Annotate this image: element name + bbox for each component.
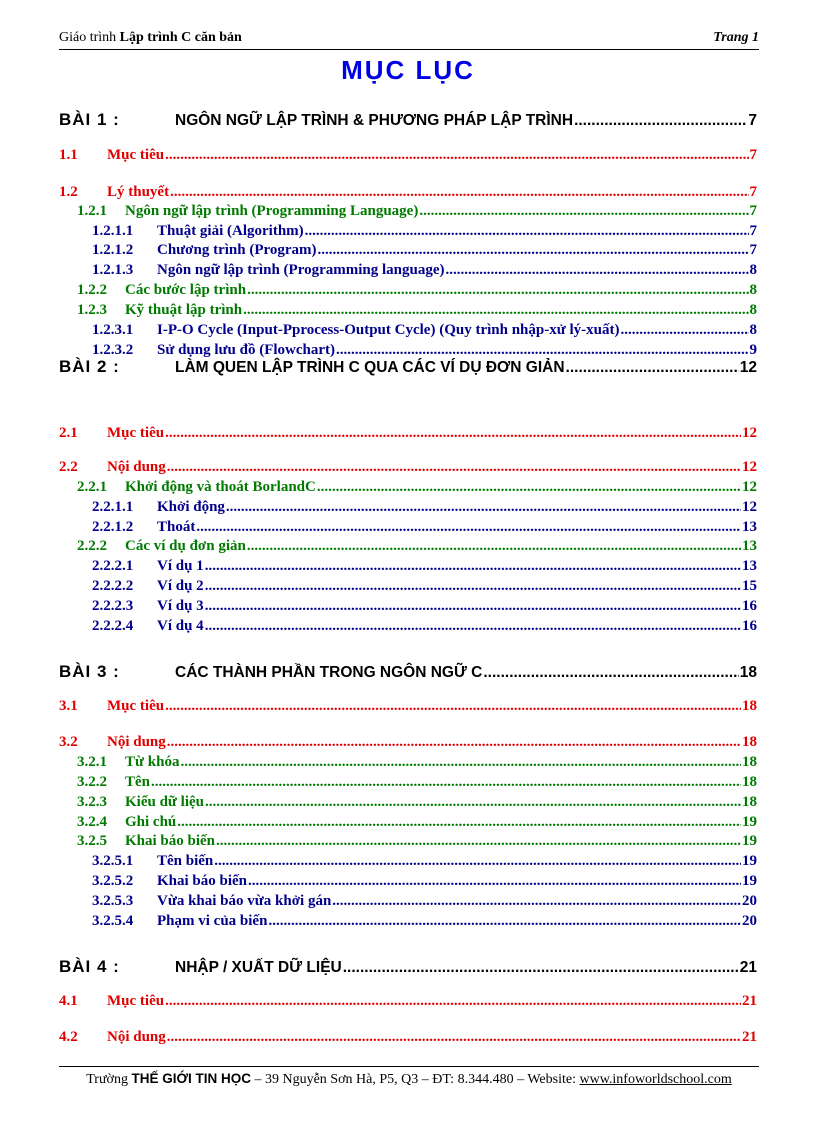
toc-leader-dots bbox=[243, 302, 748, 319]
footer-website-link[interactable]: www.infoworldschool.com bbox=[579, 1072, 732, 1087]
toc-leader-dots bbox=[167, 734, 741, 751]
toc-entry-chapter[interactable] bbox=[59, 957, 757, 977]
toc-text: Các ví dụ đơn giản bbox=[125, 538, 246, 554]
toc-text: Thuật giải (Algorithm) bbox=[157, 223, 304, 239]
toc-page: 18 bbox=[742, 698, 757, 714]
toc-number: 3.2.5.4 bbox=[92, 913, 134, 929]
toc-entry-subsubsection[interactable] bbox=[92, 322, 757, 339]
toc-page: 16 bbox=[742, 618, 757, 634]
toc-leader-dots bbox=[419, 203, 748, 220]
toc-page: 12 bbox=[742, 459, 757, 475]
toc-leader-dots bbox=[318, 242, 749, 259]
toc-number: 2.2.2.1 bbox=[92, 558, 134, 574]
toc-entry-subsubsection[interactable] bbox=[92, 618, 757, 635]
toc-page: 18 bbox=[739, 664, 757, 681]
toc-text: Kiểu dữ liệu bbox=[125, 794, 205, 810]
toc-entry-subsection[interactable] bbox=[77, 794, 757, 811]
toc-number: 3.2.3 bbox=[77, 794, 107, 810]
toc-page: 21 bbox=[742, 993, 757, 1009]
toc-text: Khởi động và thoát BorlandC bbox=[125, 479, 316, 495]
toc-leader-dots bbox=[205, 618, 741, 635]
toc-entry-subsubsection[interactable] bbox=[92, 242, 757, 259]
toc-text: Nội dung bbox=[107, 459, 166, 475]
toc-text: Mục tiêu bbox=[107, 698, 165, 714]
toc-page: 19 bbox=[742, 814, 757, 830]
header-page-label: Trang 1 bbox=[713, 30, 759, 45]
toc-number: 3.2.1 bbox=[77, 754, 107, 770]
toc-leader-dots bbox=[317, 479, 741, 496]
toc-number: 3.2.5.1 bbox=[92, 853, 134, 869]
toc-number: 2.2.2.3 bbox=[92, 598, 134, 614]
toc-text: Khai báo biến bbox=[125, 833, 216, 849]
toc-text: Mục tiêu bbox=[107, 147, 165, 163]
toc-entry-chapter[interactable] bbox=[59, 662, 757, 682]
header-prefix: Giáo trình bbox=[59, 30, 117, 45]
toc-number: BÀI 3 : bbox=[59, 662, 120, 681]
toc-text: Sử dụng lưu đồ (Flowchart) bbox=[157, 342, 336, 358]
toc-number: BÀI 2 : bbox=[59, 357, 120, 376]
toc-entry-subsection[interactable] bbox=[77, 479, 757, 496]
toc-entry-section[interactable] bbox=[59, 425, 757, 442]
toc-number: 1.2.2 bbox=[77, 282, 107, 298]
toc-text: Ghi chú bbox=[125, 814, 177, 830]
toc-number: 3.2.5.2 bbox=[92, 873, 134, 889]
toc-page: 20 bbox=[742, 893, 757, 909]
toc-number: 1.2 bbox=[59, 184, 78, 200]
toc-number: 1.2.1.2 bbox=[92, 242, 134, 258]
toc-leader-dots bbox=[205, 578, 741, 595]
header-course-title: Lập trình C căn bản bbox=[119, 30, 242, 45]
toc-leader-dots bbox=[180, 754, 741, 771]
toc-leader-dots bbox=[446, 262, 749, 279]
toc-text: LÀM QUEN LẬP TRÌNH C QUA CÁC VÍ DỤ ĐƠN GIẢN bbox=[175, 359, 565, 376]
toc-leader-dots bbox=[305, 223, 749, 240]
toc-text: Các bước lập trình bbox=[125, 282, 247, 298]
toc-leader-dots bbox=[165, 993, 741, 1010]
toc-leader-dots bbox=[332, 893, 741, 910]
toc-text: Ngôn ngữ lập trình (Programming Language) bbox=[125, 203, 419, 219]
toc-text: Lý thuyết bbox=[107, 184, 170, 200]
toc-leader-dots bbox=[165, 147, 748, 164]
toc-leader-dots bbox=[216, 833, 741, 850]
toc-leader-dots bbox=[177, 814, 741, 831]
toc-number: 2.2.1.1 bbox=[92, 499, 134, 515]
toc-number: 3.1 bbox=[59, 698, 78, 714]
toc-number: BÀI 1 : bbox=[59, 110, 120, 129]
toc-entry-subsubsection[interactable] bbox=[92, 223, 757, 240]
toc-text: I-P-O Cycle (Input-Pprocess-Output Cycle) (Quy trình nhập-xử lý-xuất) bbox=[157, 322, 620, 338]
toc-text: Tên bbox=[125, 774, 151, 790]
toc-number: 1.2.1.3 bbox=[92, 262, 134, 278]
toc-entry-section[interactable] bbox=[59, 993, 757, 1010]
toc-leader-dots bbox=[165, 425, 741, 442]
toc-entry-subsubsection[interactable] bbox=[92, 519, 757, 536]
toc-page: 7 bbox=[749, 184, 757, 200]
toc-entry-section[interactable] bbox=[59, 184, 757, 201]
toc-text: NHẬP / XUẤT DỮ LIỆU bbox=[175, 959, 342, 976]
toc-leader-dots bbox=[205, 598, 741, 615]
toc-entry-subsubsection[interactable] bbox=[92, 913, 757, 930]
toc-number: 1.2.3.2 bbox=[92, 342, 134, 358]
toc-leader-dots bbox=[268, 913, 741, 930]
toc-entry-section[interactable] bbox=[59, 147, 757, 164]
toc-title: MỤC LỤC bbox=[341, 55, 475, 85]
toc-number: 4.2 bbox=[59, 1029, 78, 1045]
toc-leader-dots bbox=[226, 499, 741, 516]
toc-page: 21 bbox=[739, 959, 757, 976]
toc-page: 13 bbox=[742, 538, 757, 554]
toc-page: 7 bbox=[749, 242, 757, 258]
toc-page: 16 bbox=[742, 598, 757, 614]
toc-entry-subsubsection[interactable] bbox=[92, 558, 757, 575]
toc-entry-subsection[interactable] bbox=[77, 302, 757, 319]
toc-text: Vừa khai báo vừa khởi gán bbox=[157, 893, 332, 909]
toc-text: CÁC THÀNH PHẦN TRONG NGÔN NGỮ C bbox=[175, 664, 483, 681]
toc-page: 7 bbox=[749, 147, 757, 163]
toc-leader-dots bbox=[574, 112, 747, 130]
toc-number: 1.2.1.1 bbox=[92, 223, 134, 239]
toc-entry-subsection[interactable] bbox=[77, 814, 757, 831]
page-footer bbox=[59, 1066, 759, 1088]
toc-entry-subsubsection[interactable] bbox=[92, 893, 757, 910]
toc-leader-dots bbox=[170, 184, 748, 201]
toc-text: Chương trình (Program) bbox=[157, 242, 317, 258]
toc-entry-subsection[interactable] bbox=[77, 538, 757, 555]
toc-text: Ngôn ngữ lập trình (Programming language) bbox=[157, 262, 445, 278]
toc-leader-dots bbox=[248, 873, 741, 890]
toc-number: 1.2.3.1 bbox=[92, 322, 134, 338]
toc-number: 1.1 bbox=[59, 147, 78, 163]
toc-leader-dots bbox=[196, 519, 741, 536]
toc-page: 19 bbox=[742, 873, 757, 889]
toc-leader-dots bbox=[151, 774, 741, 791]
toc-page: 7 bbox=[749, 203, 757, 219]
toc-leader-dots bbox=[620, 322, 748, 339]
toc-page: 7 bbox=[749, 223, 757, 239]
toc-page: 19 bbox=[742, 833, 757, 849]
toc-number: 3.2 bbox=[59, 734, 78, 750]
toc-page: 13 bbox=[742, 519, 757, 535]
toc-text: Ví dụ 2 bbox=[157, 578, 204, 594]
toc-text: Mục tiêu bbox=[107, 993, 165, 1009]
toc-text: Mục tiêu bbox=[107, 425, 165, 441]
toc-number: 1.2.3 bbox=[77, 302, 107, 318]
toc-page: 8 bbox=[749, 282, 757, 298]
toc-leader-dots bbox=[205, 794, 741, 811]
toc-number: 2.2.1.2 bbox=[92, 519, 134, 535]
toc-text: Từ khóa bbox=[125, 754, 180, 770]
toc-leader-dots bbox=[167, 459, 741, 476]
toc-entry-subsubsection[interactable] bbox=[92, 853, 757, 870]
toc-text: Ví dụ 3 bbox=[157, 598, 204, 614]
footer-school-name: THẾ GIỚI TIN HỌC bbox=[131, 1071, 251, 1086]
toc-text: Tên biến bbox=[157, 853, 214, 869]
toc-entry-subsubsection[interactable] bbox=[92, 262, 757, 279]
toc-page: 19 bbox=[742, 853, 757, 869]
toc-leader-dots bbox=[167, 1029, 741, 1046]
footer-address: – 39 Nguyễn Sơn Hà, P5, Q3 – ĐT: 8.344.480 – Website: bbox=[254, 1072, 576, 1087]
toc-page: 12 bbox=[739, 359, 757, 376]
toc-page: 15 bbox=[742, 578, 757, 594]
toc-number: 2.2.1 bbox=[77, 479, 107, 495]
toc-page: 18 bbox=[742, 794, 757, 810]
toc-text: Kỹ thuật lập trình bbox=[125, 302, 243, 318]
toc-number: 2.1 bbox=[59, 425, 78, 441]
toc-page: 18 bbox=[742, 734, 757, 750]
toc-leader-dots bbox=[165, 698, 741, 715]
toc-entry-subsection[interactable] bbox=[77, 203, 757, 220]
toc-entry-chapter[interactable] bbox=[59, 110, 757, 130]
toc-entry-subsection[interactable] bbox=[77, 774, 757, 791]
toc-leader-dots bbox=[205, 558, 741, 575]
toc-leader-dots bbox=[566, 359, 739, 377]
toc-page: 18 bbox=[742, 774, 757, 790]
toc-number: 4.1 bbox=[59, 993, 78, 1009]
toc-leader-dots bbox=[247, 538, 741, 555]
toc-number: 3.2.5.3 bbox=[92, 893, 134, 909]
toc-entry-subsubsection[interactable] bbox=[92, 578, 757, 595]
toc-number: 3.2.2 bbox=[77, 774, 107, 790]
toc-leader-dots bbox=[214, 853, 741, 870]
toc-number: 2.2.2 bbox=[77, 538, 107, 554]
toc-page: 20 bbox=[742, 913, 757, 929]
toc-number: 3.2.5 bbox=[77, 833, 107, 849]
toc-page: 8 bbox=[749, 262, 757, 278]
toc-page: 9 bbox=[749, 342, 757, 358]
footer-prefix: Trường bbox=[86, 1072, 128, 1087]
toc-page: 12 bbox=[742, 499, 757, 515]
toc-text: Ví dụ 1 bbox=[157, 558, 204, 574]
toc-text: Phạm vi của biến bbox=[157, 913, 268, 929]
toc-leader-dots bbox=[483, 664, 738, 682]
toc-page: 8 bbox=[749, 302, 757, 318]
toc-number: 1.2.1 bbox=[77, 203, 107, 219]
toc-number: 2.2.2.2 bbox=[92, 578, 134, 594]
toc-number: 3.2.4 bbox=[77, 814, 107, 830]
toc-entry-subsubsection[interactable] bbox=[92, 598, 757, 615]
toc-entry-subsection[interactable] bbox=[77, 833, 757, 850]
toc-page: 12 bbox=[742, 479, 757, 495]
toc-page: 13 bbox=[742, 558, 757, 574]
toc-number: 2.2 bbox=[59, 459, 78, 475]
toc-text: NGÔN NGỮ LẬP TRÌNH & PHƯƠNG PHÁP LẬP TRÌNH bbox=[175, 112, 574, 129]
toc-text: Nội dung bbox=[107, 734, 166, 750]
toc-leader-dots bbox=[247, 282, 748, 299]
toc-entry-chapter[interactable] bbox=[59, 357, 757, 377]
toc-number: 2.2.2.4 bbox=[92, 618, 134, 634]
toc-entry-subsection[interactable] bbox=[77, 282, 757, 299]
toc-page: 21 bbox=[742, 1029, 757, 1045]
toc-page: 12 bbox=[742, 425, 757, 441]
toc-text: Khai báo biến bbox=[157, 873, 248, 889]
toc-leader-dots bbox=[343, 959, 739, 977]
toc-text: Ví dụ 4 bbox=[157, 618, 204, 634]
toc-text: Khởi động bbox=[157, 499, 225, 515]
toc-entry-subsection[interactable] bbox=[77, 754, 757, 771]
toc-text: Nội dung bbox=[107, 1029, 166, 1045]
toc-text: Thoát bbox=[157, 519, 196, 535]
toc-entry-section[interactable] bbox=[59, 1029, 757, 1046]
toc-entry-subsubsection[interactable] bbox=[92, 873, 757, 890]
toc-entry-section[interactable] bbox=[59, 459, 757, 476]
toc-entry-section[interactable] bbox=[59, 734, 757, 751]
toc-page: 8 bbox=[749, 322, 757, 338]
toc-entry-subsubsection[interactable] bbox=[92, 499, 757, 516]
toc-number: BÀI 4 : bbox=[59, 957, 120, 976]
toc-page: 7 bbox=[748, 112, 757, 129]
toc-page: 18 bbox=[742, 754, 757, 770]
toc-entry-section[interactable] bbox=[59, 698, 757, 715]
